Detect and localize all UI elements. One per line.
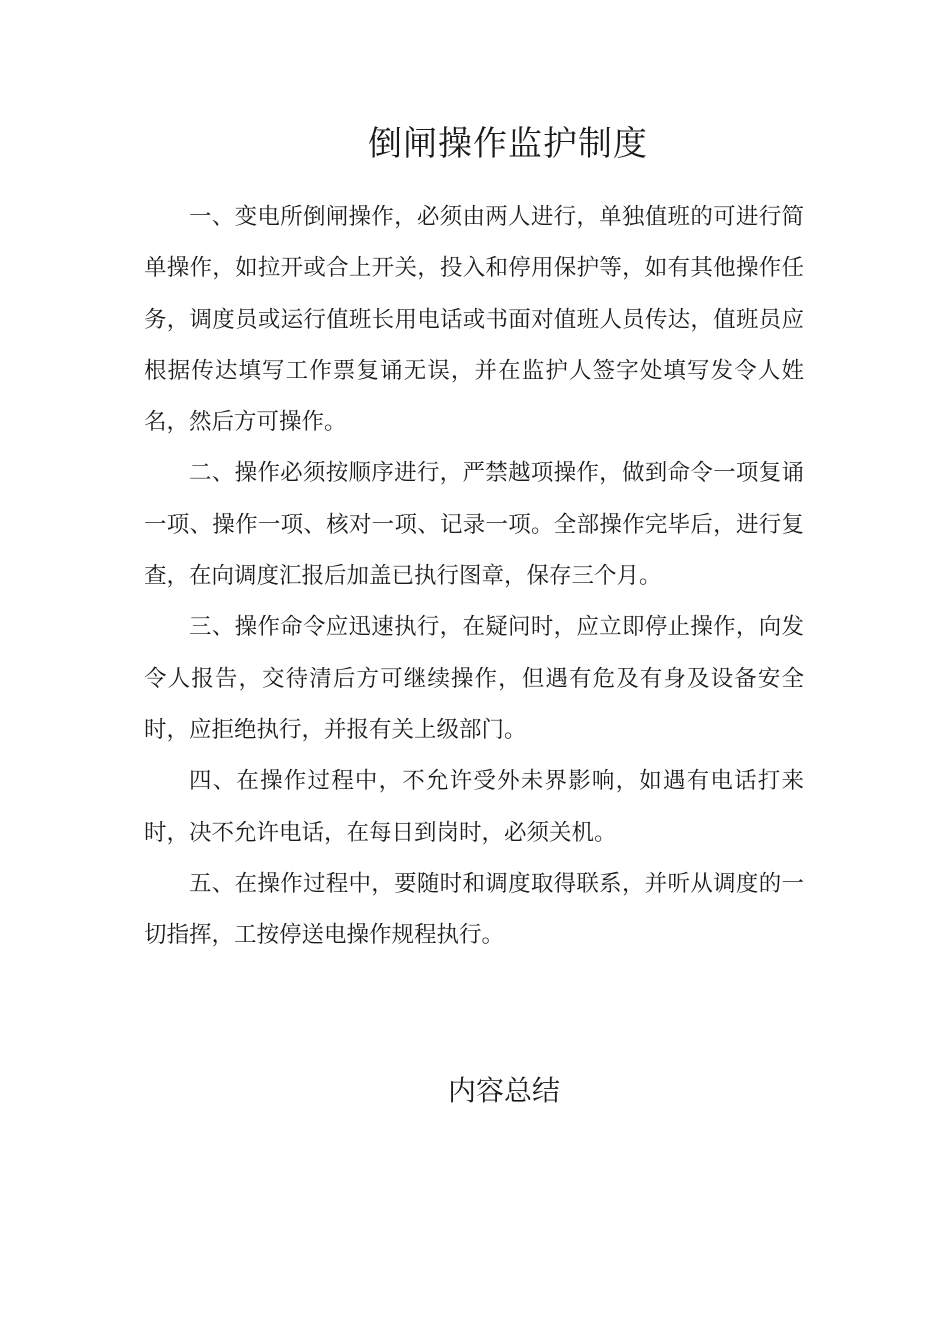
paragraph-1: 一、变电所倒闸操作，必须由两人进行，单独值班的可进行简单操作，如拉开或合上开关，投入和停用保护等，如有其他操作任务，调度员或运行值班长用电话或书面对值班人员传达，值班员应根据传达填写工作票复诵无误，并在监护人签字处填写发令人姓名，然后方可操作。 <box>144 204 804 436</box>
document-body <box>144 192 804 961</box>
paragraph-4: 四、在操作过程中，不允许受外未界影响，如遇有电话打来时，决不允许电话，在每日到岗时，必须关机。 <box>144 768 804 846</box>
paragraph-5: 五、在操作过程中，要随时和调度取得联系，并听从调度的一切指挥，工按停送电操作规程执行。 <box>144 870 804 949</box>
summary-heading: 内容总结 <box>447 1074 560 1107</box>
paragraph-2: 二、操作必须按顺序进行，严禁越项操作，做到命令一项复诵一项、操作一项、核对一项、记录一项。全部操作完毕后，进行复查，在向调度汇报后加盖已执行图章，保存三个月。 <box>144 460 804 590</box>
document-title: 倒闸操作监护制度 <box>368 124 648 164</box>
paragraph-3: 三、操作命令应迅速执行，在疑问时，应立即停止操作，向发令人报告，交待清后方可继续操作，但遇有危及有身及设备安全时，应拒绝执行，并报有关上级部门。 <box>144 614 804 743</box>
